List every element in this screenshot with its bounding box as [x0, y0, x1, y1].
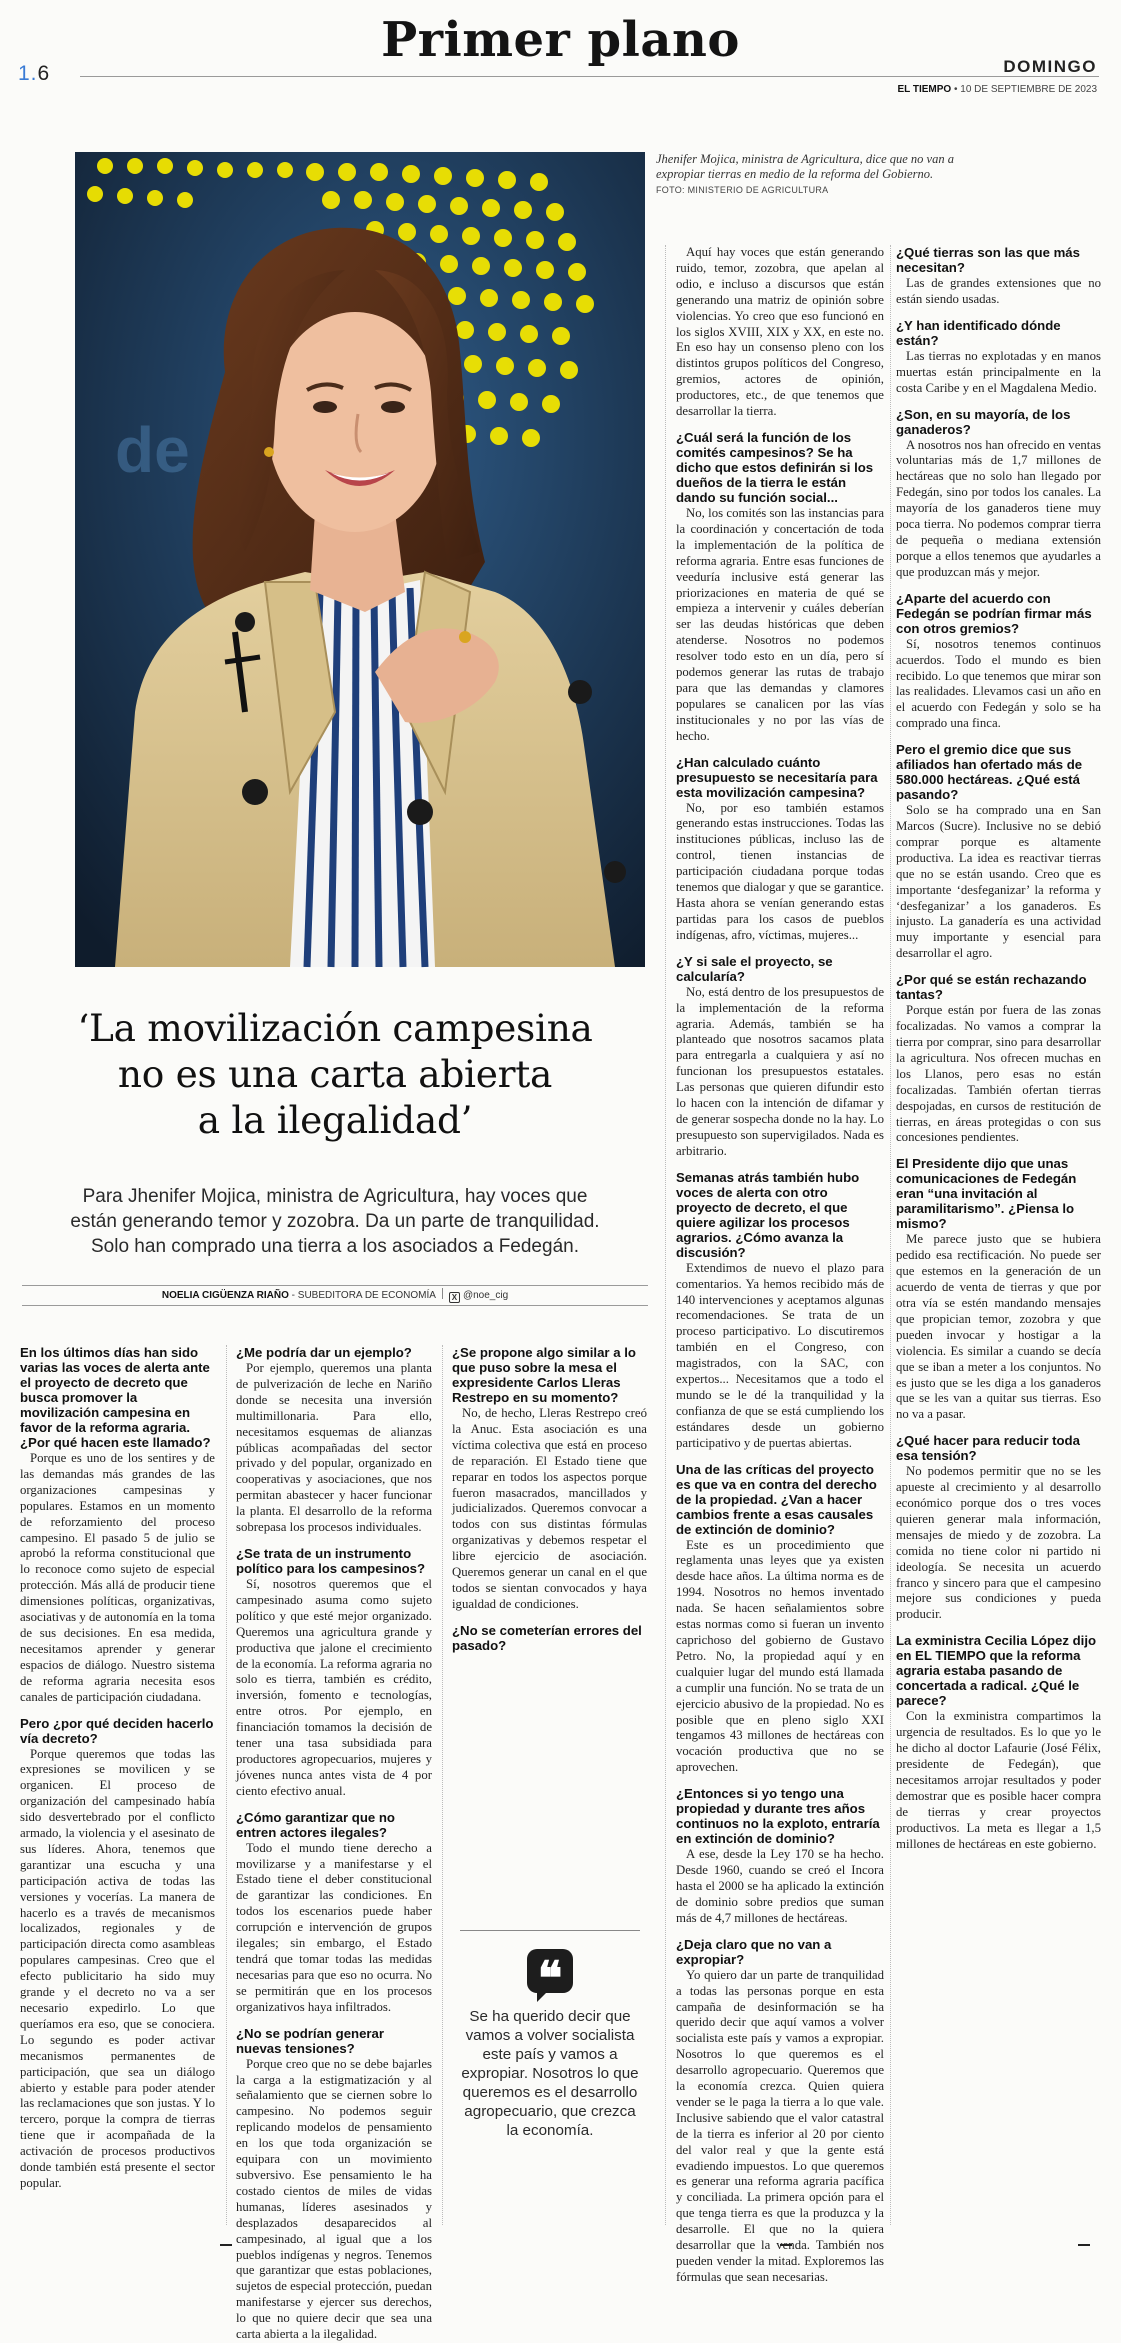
answer: No, de hecho, Lleras Restrepo creó la Anuc. Esta asociación es una víctima colectiva que está en proceso de reparación. El Estado tiene que reparar en todos los aspectos porque fueron masacrados, mancillados y judicializados. Queremos convocar a todos con sus distintas fórmulas organizativas y debemos respetar el libre ejercicio de asociación. Queremos generar un canal en el que todos se sientan convocados y haya igualdad de condiciones. [452, 1406, 647, 1611]
question: ¿Han calculado cuánto presupuesto se necesitaría para esta movilización campesina? [676, 754, 878, 800]
pull-quote [460, 1930, 640, 2140]
masthead [0, 0, 1121, 100]
headline-line: no es una carta abierta [117, 1052, 553, 1096]
question: El Presidente dijo que unas comunicaciones de Fedegán eran “una invitación al paramilitarismo”. ¿Piensa lo mismo? [896, 1156, 1077, 1232]
answer: Porque creo que no se debe bajarles la carga a la estigmatización y al señalamiento que se ciernen sobre lo campesino. No podemos seguir replicando modelos de pensamiento en los que toda organización se equipara con un movimiento subversivo. Ese pensamiento le ha costado cientos de miles de vidas humanas, líderes asesinados y desplazados desaparecidos al campesinado, al igual que a los pueblos indígenas y negros. Tenemos que garantizar que estas poblaciones, sujetos de especial protección, puedan manifestarse y ejercer sus derechos, lo que no quiere decir que sea una carta abierta a la ilegalidad. [236, 2056, 432, 2342]
answer: No podemos permitir que no se les apueste al crecimiento y al desarrollo económico porque dos o tres voces quieren generar mala información, mensajes de miedo y de zozobra. La comida no tiene color ni partido ni ideología. Se necesita un acuerdo franco y sincero para que el campesino mejore sus condiciones y pueda producir. [896, 1464, 1101, 1622]
issue-date: • 10 DE SEPTIEMBRE DE 2023 [951, 84, 1097, 95]
question: ¿Entonces si yo tengo una propiedad y durante tres años continuos no la exploto, entraría en extinción de dominio? [676, 1786, 880, 1847]
answer: Con la exministra compartimos la urgencia de resultados. Es lo que yo le he dicho al doctor Lafaurie (José Félix, presidente de Fedegán), que necesitamos arrojar resultados y poder demostrar que es posible hacer compra de tierras y crear proyectos productivos. La meta es llegar a 1,5 millones de hectáreas en este gobierno. [896, 1709, 1101, 1851]
dek-line: Solo han comprado una tierra a los asociados a Fedegán. [91, 1236, 579, 1257]
question: ¿Se trata de un instrumento político para los campesinos? [236, 1545, 426, 1576]
question: Pero ¿por qué deciden hacerlo vía decreto? [20, 1715, 214, 1746]
pull-quote-rule [460, 1930, 640, 1931]
section-title: Primer plano [381, 12, 740, 68]
pull-quote-text: Se ha querido decir que vamos a volver socialista este país y vamos a expropiar. Nosotros lo que queremos es el desarrollo agropecuario, que crezca la economía. [461, 2008, 639, 2139]
header-rule [80, 76, 1099, 77]
dek-line: Para Jhenifer Mojica, ministra de Agricultura, hay voces que [82, 1186, 588, 1207]
question: ¿Por qué se están rechazando tantas? [896, 972, 1087, 1003]
answer: Extendimos de nuevo el plazo para comentarios. Ya hemos recibido más de 140 intervenciones y aceptamos algunas recomendaciones. Se trata de un proceso participativo. Lo discutiremos también en el Congreso, con magistrados, con la SAC, con expertos... Necesitamos que a todo el mundo se le dé la tranquilidad y la confianza de que se está cumpliendo los estándares desde un gobierno participativo y de puertas abiertas. [676, 1260, 884, 1450]
question: Semanas atrás también hubo voces de alerta con otro proyecto de decreto, el que quiere agilizar los procesos agrarios. ¿Cómo avanza la discusión? [676, 1169, 860, 1260]
question: ¿Qué tierras son las que más necesitan? [896, 245, 1080, 275]
author-name: NOELIA CIGÜENZA RIAÑO [161, 1290, 289, 1301]
paper-name: EL TIEMPO [897, 84, 952, 95]
answer: Las de grandes extensiones que no están siendo usadas. [896, 276, 1101, 306]
headline-line: a la ilegalidad’ [197, 1098, 473, 1142]
answer: Me parece justo que se hubiera pedido esa rectificación. No puede ser que estemos en la generación de un acuerdo de venta de tierras y que por otra vía se estén mandando mensajes que propician temor, zozobra y que pueden invocar y hostigar a la violencia. Es similar a cuando se decía que se iban a meter a los conjuntos. No es justo que se les diga a los ganaderos que se les van a quitar sus tierras. Eso no va a pasar. [896, 1232, 1101, 1422]
x-logo-icon: X [449, 1292, 460, 1303]
question: ¿No se podrían generar nuevas tensiones? [236, 2025, 385, 2056]
article-column-2 [236, 1345, 432, 2343]
edition-line [898, 84, 1098, 95]
day-label: DOMINGO [1003, 57, 1097, 76]
author-handle[interactable]: @noe_cig [462, 1290, 509, 1301]
author-role: - SUBEDITORA DE ECONOMÍA [288, 1290, 436, 1301]
question: ¿Y han identificado dónde están? [896, 317, 1061, 348]
question: La exministra Cecilia López dijo en EL TIEMPO que la reforma agraria estaba pasando de concertada a radical. ¿Qué le parece? [896, 1633, 1097, 1709]
portrait-photo [75, 152, 645, 967]
dek [25, 1184, 645, 1259]
article-column-5 [896, 245, 1101, 1852]
quote-icon: ❝ [527, 1949, 573, 1993]
headline-line: ‘La movilización campesina [77, 1006, 593, 1050]
answer: Porque es uno de los sentires y de las demandas más grandes de las organizaciones campesinas y populares. Estamos en un momento de reforzamiento del proceso campesino. El pasado 5 de julio se aprobó la reforma constitucional que lo reconoce como sujeto de especial protección. Más allá de producir tiene dimensiones políticas, organizativas, asociativas y de autonomía en la toma de sus decisiones. En esa medida, necesitamos aprender y generar espacios de diálogo. Nuestro sistema de reforma agraria necesita esos canales de participación ciudadana. [20, 1451, 215, 1704]
answer: Sí, nosotros tenemos continuos acuerdos. Todo el mundo es bien recibido. Lo que tenemos que mirar son las realidades. Llevamos casi un año en el acuerdo con Fedegán y solo se ha comprado una finca. [896, 636, 1101, 731]
byline-divider [442, 1288, 443, 1299]
article-column-4 [676, 245, 884, 2286]
photo-credit: FOTO: MINISTERIO DE AGRICULTURA [656, 185, 829, 195]
answer: No, por eso también estamos generando estas instrucciones. Todas las instituciones públicas, incluso las de control, tienen instancias de participación ciudadana porque todas tenemos que dialogar y que se garantice. Hasta ahora se venían generando estas partidas para los casos de pueblos indígenas, afro, víctimas, mujeres... [676, 800, 884, 942]
question: ¿Qué hacer para reducir toda esa tensión? [896, 1433, 1080, 1464]
byline [22, 1288, 648, 1303]
byline-rule [22, 1285, 648, 1286]
caption-text: Jhenifer Mojica, ministra de Agricultura, dice que no van a expropiar tierras en medio de la reforma del Gobierno. [656, 152, 954, 181]
answer: Sí, nosotros queremos que el campesinado asuma como sujeto político y que esté mejor organizado. Queremos una agricultura grande y productiva que jalone el crecimiento de la economía. La reforma agraria no solo es tierra, también es crédito, inversión, fomento e tecnologías, entre otros. Por ejemplo, en financiación tomamos la decisión de tener una tasa subsidiada para productores agropecuarios, mujeres y jóvenes nunca antes vista de 4 por ciento efectivo anual. [236, 1576, 432, 1798]
question: ¿Aparte del acuerdo con Fedegán se podrían firmar más con otros gremios? [896, 590, 1092, 636]
page-number: 1.6 [18, 62, 51, 85]
dek-line: están generando temor y zozobra. Da un parte de tranquilidad. [70, 1211, 600, 1232]
column-divider [665, 245, 666, 2225]
question: ¿Son, en su mayoría, de los ganaderos? [896, 406, 1071, 437]
answer: Por ejemplo, queremos una planta de pulverización de leche en Nariño donde se necesita una inversión multimillonaria. Para ello, necesitamos esquemas de alianzas públicas acompañadas del sector privado y del popular, organizado en cooperativas y asociaciones, que nos permitan abastecer y hacer funcionar la planta. El desarrollo de la reforma sobrepasa los procesos individuales. [236, 1361, 432, 1535]
question: ¿Deja claro que no van a expropiar? [676, 1936, 832, 1967]
question: En los últimos días han sido varias las voces de alerta ante el proyecto de decreto que busca promover la movilización campesina en favor de la reforma agraria. ¿Por qué hacen este llamado? [20, 1345, 211, 1450]
answer: Todo el mundo tiene derecho a movilizarse y a manifestarse y el Estado tiene el deber constitucional de garantizar las condiciones. En todos los escenarios puede haber corrupción e intervención de grupos ilegales; sin embargo, el Estado tendrá que tomar todas las medidas necesarias para que eso no ocurra. No se permitirán que en los procesos organizativos haya infiltrados. [236, 1840, 432, 2014]
answer: Aquí hay voces que están generando ruido, temor, zozobra, que apelan al odio, e incluso a discursos que están generando una matriz de opinión sobre violencias. Yo creo que eso funcionó en los siglos XVIII, XIX y XX, en este no. En eso hay un consenso pleno con los distintos grupos políticos del Congreso, gremios, actores de opinión, productores, etc., de que tenemos que desarrollar la tierra. [676, 245, 884, 419]
answer: No, los comités son las instancias para la coordinación y concertación de toda la implementación de la política de reforma agraria. Entre esas funciones de veeduría inclusive está generar las priorizaciones en materia de qué se empieza a intervenir y cuáles deberían ser las deudas históricas que deben atenderse. Nosotros no podemos resolver todo esto en un día, pero sí podemos generar las rutas de trabajo para que las demandas y clamores populares se canalicen por las vías institucionales y no por las vías de hecho. [676, 505, 884, 743]
article-column-3 [452, 1345, 647, 1654]
answer: A nosotros nos han ofrecido en ventas voluntarias más de 1,7 millones de hectáreas que no solo han llegado por Fedegán, sino por todos los canales. La mayoría de los ganaderos tiene muy poca tierra. No podemos comprar tierra de pequeña o mediana extensión porque a ellos tenemos que ayudarles a que produzcan más y mejor. [896, 437, 1101, 579]
answer: A ese, desde la Ley 170 se ha hecho. Desde 1960, cuando se creó el Incora hasta el 2000 se ha aplicado la extinción de dominio sobre predios que suman más de 4,7 millones de hectáreas. [676, 1847, 884, 1925]
question: ¿No se cometerían errores del pasado? [452, 1622, 642, 1653]
column-divider [890, 245, 891, 2225]
answer: Este es un procedimiento que reglamenta unas leyes que ya existen desde hace años. La última norma es de 1994. Nosotros no hemos inventado nada. Se hacen señalamientos sobre estas normas como si fueran un invento caprichoso del gobierno de Gustavo Petro. No, la propiedad aquí y en cualquier lugar del mundo está llamada a cumplir una función. No se trata de un ejercicio abusivo de la propiedad. No es posible que en pleno siglo XXI tengamos 43 millones de hectáreas con vocación productiva que no se aprovechen. [676, 1537, 884, 1775]
question: ¿Se propone algo similar a lo que puso sobre la mesa el expresidente Carlos Lleras Restrepo en su momento? [452, 1345, 636, 1405]
question: ¿Cómo garantizar que no entren actores ilegales? [236, 1809, 395, 1840]
answer: Porque están por fuera de las zonas focalizadas. No vamos a comprar la tierra por comprar, sino para desarrollar la agricultura. Nos ofrecen muchas en los Llanos, pero esas no están focalizadas. También ofertan tierras despojadas, en cursos de restitución de tierras, en áreas protegidas o con sus concesiones pendientes. [896, 1003, 1101, 1145]
article-column-1 [20, 1345, 215, 2192]
answer: No, está dentro de los presupuestos de la implementación de la reforma agraria. Además, también se ha planteado que nosotros sacamos plata para entregarla a cualquiera y así no funcionan los presupuestos estatales. Las personas que quieren difundir esto lo hacen con la intención de difamar y de generar sospecha donde no la hay. Lo presupuesto son supervigilados. Nada es arbitrario. [676, 984, 884, 1158]
question: ¿Cuál será la función de los comités campesinos? Se ha dicho que estos definirán si los dueños de la tierra le están dando su función social... [676, 429, 874, 505]
byline-rule [22, 1305, 648, 1306]
question: Una de las críticas del proyecto es que va en contra del derecho de la propiedad. ¿Van a hacer cambios frente a esas causales de extinción de dominio? [676, 1461, 877, 1537]
photo-caption [656, 152, 956, 198]
portrait-illustration [75, 152, 645, 967]
question: ¿Me podría dar un ejemplo? [236, 1345, 412, 1360]
headline [20, 1005, 650, 1143]
answer: Porque queremos que todas las expresiones se movilicen y se organicen. El proceso de organización del campesinado había sido desvertebrado por el conflicto armado, la violencia y el asesinato de sus líderes. Ahora, tenemos que garantizar una escucha y una participación activa de todas las versiones y vocerías. La manera de hacerlo es a través de mecanismos localizados, regionales y de participación directa como asambleas populares campesinas. Creo que el efecto publicitario ha sido muy grande y el decreto no va a ser necesario expedirlo. Lo que queríamos era eso, que se conociera. Lo segundo es poder activar mecanismos permanentes de participación, que sea un diálogo abierto y estable para poder atender las reclamaciones que son justas. Y lo tercero, porque la compra de tierras tiene que ir acompañada de la activación de procesos productivos donde también está presente el sector popular. [20, 1746, 215, 2190]
background-lettering: de [115, 414, 190, 486]
question: Pero el gremio dice que sus afiliados han ofertado más de 580.000 hectáreas. ¿Qué está pasando? [896, 742, 1083, 803]
answer: Yo quiero dar un parte de tranquilidad a todas las personas porque en esta campaña de desinformación se ha querido decir que aquí vamos a volver socialista este país y vamos a expropiar. Nosotros lo que queremos es el desarrollo agropecuario. Queremos que la economía crezca. Quien quiera vender se le paga la tierra a lo que vale. Inclusive sabiendo que el valor catastral de la tierra es inferior al 20 por ciento del valor real y que la gente está evadiendo impuestos. Lo que queremos es generar una reforma agraria pacífica y conciliada. La primera opción para el que tenga tierra es que la produzca y la desarrolle. El que no la quiera desarrollar que la venda. También nos pueden vender la mitad. Exploremos las fórmulas que sean necesarias. [676, 1967, 884, 2284]
crop-marks [0, 2238, 1121, 2252]
answer: Las tierras no explotadas y en manos muertas están principalmente en la costa Caribe y en el Magdalena Medio. [896, 348, 1101, 395]
answer: Solo se ha comprado una en San Marcos (Sucre). Inclusive no se debió comprar porque es altamente productiva. La idea es reactivar tierras que no se están usando. Creo que es importante ‘desfeganizar’ la reforma y ‘desfeganizar’ a los ganaderos. Es injusto. La ganadería es una actividad muy importante y esencial para desarrollar el agro. [896, 803, 1101, 961]
column-divider [442, 1345, 443, 2225]
question: ¿Y si sale el proyecto, se calcularía? [676, 953, 833, 984]
column-divider [226, 1345, 227, 2225]
